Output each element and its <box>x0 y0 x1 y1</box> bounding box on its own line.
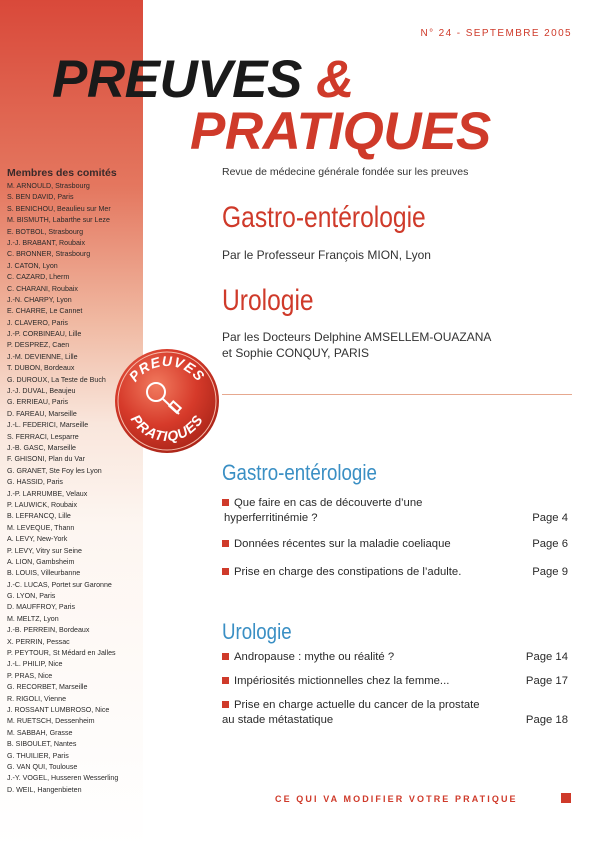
feature-title-gastro: Gastro-entérologie <box>222 201 426 234</box>
toc-item[interactable] <box>222 537 568 552</box>
committee-member: R. RIGOLI, Vienne <box>7 694 67 703</box>
toc-item[interactable] <box>222 496 568 526</box>
toc-item[interactable] <box>222 698 568 728</box>
toc-item[interactable] <box>222 650 568 665</box>
committee-member: P. PRAS, Nice <box>7 671 53 680</box>
committee-member: G. RECORBET, Marseille <box>7 683 88 692</box>
toc-page-number: Page 14 <box>525 651 568 663</box>
committee-member: D. FAREAU, Marseille <box>7 409 77 418</box>
toc-item-text: Prise en charge actuelle du cancer de la prostate <box>234 699 480 711</box>
committee-member: G. THUILIER, Paris <box>7 751 69 760</box>
bullet-square-icon <box>222 653 229 660</box>
committee-member: M. LEVEQUE, Thann <box>7 523 75 532</box>
feature-author-gastro: Par le Professeur François MION, Lyon <box>222 248 431 262</box>
seal-text-bottom: PRATIQUES <box>127 411 207 445</box>
committee-member: D. MAUFFROY, Paris <box>7 603 76 612</box>
committee-member: C. CAZARD, Lherm <box>7 273 70 282</box>
committee-member: S. BEN DAVID, Paris <box>7 193 74 202</box>
masthead-subtitle: Revue de médecine générale fondée sur les preuves <box>222 166 469 178</box>
committee-member: S. BENICHOU, Beaulieu sur Mer <box>7 204 111 213</box>
member-list <box>7 181 141 796</box>
committee-member: D. WEIL, Hangenbieten <box>7 785 82 794</box>
committee-member: J.-M. DEVIENNE, Lille <box>7 352 78 361</box>
committee-member: A. LEVY, New-York <box>7 535 68 544</box>
bullet-square-icon <box>222 540 229 547</box>
toc-item[interactable] <box>222 565 568 580</box>
toc-page-number: Page 17 <box>525 675 568 687</box>
committee-member: J. ROSSANT LUMBROSO, Nice <box>7 705 110 714</box>
feature-author-urologie-line1: Par les Docteurs Delphine AMSELLEM-OUAZANA <box>222 330 492 344</box>
committee-member: F. GHISONI, Plan du Var <box>7 455 85 464</box>
committee-member: X. PERRIN, Pessac <box>7 637 70 646</box>
footer-square-icon <box>561 793 571 803</box>
committee-member: J.-P. LARRUMBE, Velaux <box>7 489 88 498</box>
committee-member: J. CATON, Lyon <box>7 261 58 270</box>
toc-item-text: Andropause : mythe ou réalité ? <box>234 651 395 663</box>
committee-member: J.-L. PHILIP, Nice <box>7 660 63 669</box>
toc-page-number: Page 6 <box>532 538 568 550</box>
footer-tagline: CE QUI VA MODIFIER VOTRE PRATIQUE <box>275 794 518 804</box>
committee-member: G. HASSID, Paris <box>7 478 63 487</box>
preuves-pratiques-seal-logo <box>112 346 222 456</box>
toc-heading-urologie: Urologie <box>222 619 292 644</box>
committee-member: G. GRANET, Ste Foy les Lyon <box>7 466 102 475</box>
toc-item-text: Que faire en cas de découverte d’une <box>234 497 423 509</box>
committee-member: C. BRONNER, Strasbourg <box>7 250 91 259</box>
bullet-square-icon <box>222 677 229 684</box>
toc-item-text: Impériosités mictionnelles chez la femme... <box>234 675 450 687</box>
bullet-square-icon <box>222 568 229 575</box>
feature-author-urologie-line2: et Sophie CONQUY, PARIS <box>222 346 369 360</box>
masthead-ampersand: & <box>316 50 354 109</box>
committee-member: B. LOUIS, Villeurbanne <box>7 569 81 578</box>
committee-member: J. CLAVERO, Paris <box>7 318 68 327</box>
seal-text-top: PREUVES <box>125 352 209 385</box>
committee-member: P. LAUWICK, Roubaix <box>7 500 78 509</box>
committee-member: B. LEFRANCQ, Lille <box>7 512 71 521</box>
issue-number: N° 24 - SEPTEMBRE 2005 <box>420 28 572 39</box>
committee-member: M. SABBAH, Grasse <box>7 728 73 737</box>
bullet-square-icon <box>222 499 229 506</box>
toc-item-text: Données récentes sur la maladie coeliaque <box>234 538 451 550</box>
committee-member: P. LEVY, Vitry sur Seine <box>7 546 82 555</box>
feature-title-urologie: Urologie <box>222 284 314 317</box>
committee-member: G. ERRIEAU, Paris <box>7 398 69 407</box>
committee-member: M. MELTZ, Lyon <box>7 614 59 623</box>
toc-heading-gastro: Gastro-entérologie <box>222 460 377 485</box>
committee-list <box>7 167 141 796</box>
committee-member: P. DESPREZ, Caen <box>7 341 70 350</box>
toc-page-number: Page 4 <box>532 512 568 524</box>
committee-member: G. VAN QUI, Toulouse <box>7 762 78 771</box>
committee-member: J.-B. GASC, Marseille <box>7 443 76 452</box>
committee-member: E. CHARRE, Le Cannet <box>7 307 83 316</box>
toc-item[interactable] <box>222 674 568 689</box>
committee-member: J.-N. CHARPY, Lyon <box>7 295 72 304</box>
committee-member: J.-J. DUVAL, Beaujeu <box>7 387 76 396</box>
committee-member: M. ARNOULD, Strasbourg <box>7 182 90 190</box>
toc-page-number: Page 18 <box>525 714 568 726</box>
committee-member: E. BOTBOL, Strasbourg <box>7 227 84 236</box>
toc-item-text: hyperferritinémie ? <box>224 512 318 524</box>
section-divider <box>222 394 572 395</box>
masthead-word-preuves: PREUVES <box>52 50 302 109</box>
committee-member: G. LYON, Paris <box>7 592 56 601</box>
committee-member: B. SIBOULET, Nantes <box>7 740 77 749</box>
committee-member: S. FERRACI, Lesparre <box>7 432 79 441</box>
committee-member: J.-J. BRABANT, Roubaix <box>7 238 86 247</box>
committee-member: P. PEYTOUR, St Médard en Jalles <box>7 649 116 658</box>
committee-member: J.-L. FEDERICI, Marseille <box>7 421 89 430</box>
committee-member: C. CHARANI, Roubaix <box>7 284 78 293</box>
committee-title: Membres des comités <box>7 167 117 179</box>
committee-member: J.-B. PERREIN, Bordeaux <box>7 626 90 635</box>
committee-member: J.-P. CORBINEAU, Lille <box>7 330 82 339</box>
committee-member: M. RUETSCH, Dessenheim <box>7 717 95 726</box>
committee-member: M. BISMUTH, Labarthe sur Leze <box>7 216 110 225</box>
toc-item-text: Prise en charge des constipations de l’adulte. <box>234 566 462 578</box>
committee-member: J.-C. LUCAS, Portet sur Garonne <box>7 580 112 589</box>
committee-member: J.-Y. VOGEL, Husseren Wesserling <box>7 774 119 783</box>
toc-item-text: au stade métastatique <box>222 714 334 726</box>
masthead-title-line2: PRATIQUES <box>190 102 491 161</box>
committee-member: T. DUBON, Bordeaux <box>7 364 75 373</box>
committee-member: G. DUROUX, La Teste de Buch <box>7 375 106 384</box>
bullet-square-icon <box>222 701 229 708</box>
toc-page-number: Page 9 <box>532 566 568 578</box>
committee-member: A. LION, Gambsheim <box>7 557 75 566</box>
masthead-title-line1 <box>52 52 354 108</box>
